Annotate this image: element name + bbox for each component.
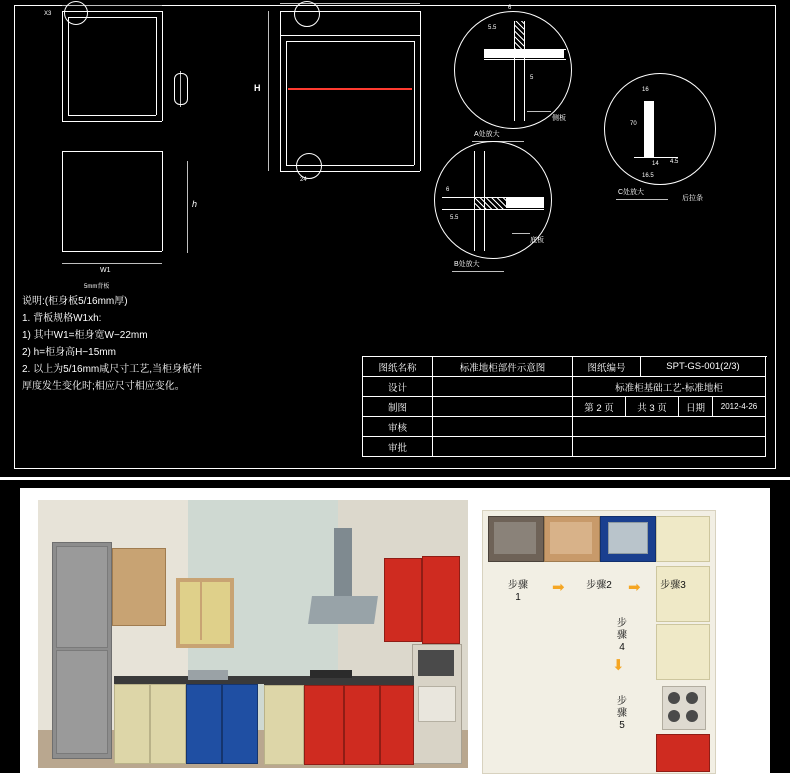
tb-label-name: 图纸名称 — [363, 357, 433, 377]
tb-approve-blank — [433, 437, 573, 457]
plan-step-3-label: 步骤3 — [660, 580, 686, 591]
detail-c-dim-16: 16 — [642, 87, 649, 93]
note-line-5: 厚度发生变化时;相应尺寸相应变化。 — [22, 381, 185, 392]
left-view-left-edge — [62, 11, 63, 121]
detail-marker-left — [64, 1, 88, 25]
title-block-row-1 — [363, 357, 767, 377]
detail-b-caption: B处放大 — [454, 261, 480, 268]
plan-step-5-c: 5 — [619, 720, 625, 731]
label-24: 24 — [300, 177, 307, 183]
tb-page-total: 共 3 页 — [626, 397, 679, 417]
window-mullion — [200, 578, 202, 640]
tb-value-date: 2012-4-26 — [713, 397, 766, 417]
detail-c-dim-45: 4.5 — [670, 159, 679, 165]
tb-label-number: 图纸编号 — [573, 357, 641, 377]
detail-b-plate — [506, 198, 544, 208]
title-block-row-4 — [363, 417, 767, 437]
mid-right-edge — [420, 11, 421, 171]
detail-marker-a — [294, 1, 320, 27]
base-cab-red-2 — [344, 685, 380, 765]
mid-red-rail — [288, 88, 412, 90]
detail-a-dim-55: 5.5 — [488, 25, 497, 31]
detail-a-caption: A处放大 — [474, 131, 500, 138]
detail-a-plate — [484, 50, 564, 58]
title-block-row-5 — [363, 437, 767, 457]
tb-value-name: 标准地柜部件示意图 — [433, 357, 573, 377]
dim-ellipse — [174, 73, 188, 105]
left-view-inner-bottom — [68, 115, 156, 116]
plan-sink — [608, 522, 648, 554]
plan-zone-counter — [656, 516, 710, 562]
cooktop — [310, 670, 352, 678]
left-lower-right — [162, 151, 163, 251]
mid-inner-left — [286, 41, 287, 165]
left-view-inner-left — [68, 17, 69, 115]
leader-bottom-panel — [512, 233, 530, 234]
detail-c-underline — [616, 199, 668, 200]
plan-right-1 — [656, 566, 710, 622]
plan-step-4-a: 步 — [617, 618, 627, 629]
note-line-2: 1) 其中W1=柜身宽W−22mm — [22, 330, 148, 341]
detail-a-vert2 — [524, 21, 525, 121]
hood-duct — [334, 528, 352, 598]
tb-check-blank — [433, 417, 573, 437]
base-cab-red-3 — [380, 685, 414, 765]
left-lower-top — [62, 151, 162, 152]
note-line-3: 2) h=柜身高H−15mm — [22, 347, 116, 358]
plan-zone-cook-red — [656, 734, 710, 772]
detail-c-base — [634, 157, 678, 158]
detail-c-dim-70: 70 — [630, 121, 637, 127]
tb-value-design: 标准柜基础工艺-标准地柜 — [573, 377, 766, 397]
detail-c-dim-14: 14 — [652, 161, 659, 167]
tb-page-current: 第 2 页 — [573, 397, 626, 417]
tall-cabinet-door-lower — [56, 650, 108, 754]
detail-a-dim-5: 5 — [530, 75, 534, 81]
detail-b-line2 — [442, 209, 544, 210]
kitchen-3d-render — [38, 500, 468, 768]
base-cab-blue-2 — [222, 684, 258, 764]
title-block-row-3 — [363, 397, 767, 417]
drawing-area — [22, 5, 766, 461]
detail-c-bar — [644, 101, 654, 157]
detail-a-hatch — [515, 21, 524, 49]
mid-shelf-1 — [280, 35, 420, 36]
base-cab-blue-1 — [186, 684, 222, 764]
base-cab-yellow-3 — [264, 685, 304, 765]
wall-cabinet-wood — [112, 548, 166, 626]
plan-step-5-a: 步 — [617, 696, 627, 707]
note-line-1: 1. 背板规格W1xh: — [22, 313, 102, 324]
leader-side-panel — [527, 111, 551, 112]
plan-right-2 — [656, 624, 710, 680]
tb-design-blank — [433, 377, 573, 397]
window — [176, 578, 234, 648]
plan-burner-4 — [686, 710, 698, 722]
range-hood — [308, 596, 378, 624]
plan-burner-2 — [686, 692, 698, 704]
note-line-4: 2. 以上为5/16mm咸尺寸工艺,当柜身板件 — [22, 364, 203, 375]
label-H: H — [254, 83, 261, 93]
left-lower-bottom — [62, 251, 162, 252]
plan-burner-3 — [668, 710, 680, 722]
plan-cooktop — [662, 686, 706, 730]
detail-a-circle — [454, 11, 572, 129]
plan-burner-1 — [668, 692, 680, 704]
detail-c-caption: C处放大 — [618, 189, 645, 196]
plan-step-5-b: 骤 — [617, 708, 627, 719]
label-bottom-panel: 底板 — [530, 237, 544, 244]
base-cab-yellow-1 — [114, 684, 150, 764]
tall-cabinet-door-upper — [56, 546, 108, 648]
left-view-bottom-edge — [62, 121, 162, 122]
tb-label-date: 日期 — [679, 397, 713, 417]
plan-arrow-1-icon: ➡ — [552, 579, 565, 596]
left-lower-left — [62, 151, 63, 251]
plan-step-1-num: 1 — [515, 592, 521, 603]
oven-door — [418, 686, 456, 722]
detail-b-underline — [452, 271, 504, 272]
detail-b-dim-55: 5.5 — [450, 215, 459, 221]
base-cab-red-1 — [304, 685, 344, 765]
plan-step-1-text: 步骤 — [508, 580, 528, 591]
label-back-rail: 后拉条 — [682, 195, 703, 202]
tb-check-blank2 — [573, 417, 766, 437]
tb-value-number: SPT-GS-001(2/3) — [641, 357, 766, 377]
label-h-lower: h — [192, 199, 198, 209]
wall-cabinet-red-2 — [422, 556, 460, 644]
tb-label-check: 审核 — [363, 417, 433, 437]
detail-b-hatch — [474, 197, 506, 209]
plan-arrow-2-icon: ➡ — [628, 579, 641, 596]
wall-cabinet-red-1 — [384, 558, 422, 642]
plan-step-1-label — [490, 580, 546, 604]
detail-b-dim-6: 6 — [446, 187, 450, 193]
plan-step-4-b: 骤 — [617, 630, 627, 641]
left-view-right-edge — [162, 11, 163, 121]
mid-inner-right — [414, 41, 415, 165]
tb-approve-blank2 — [573, 437, 766, 457]
tb-label-approve: 审批 — [363, 437, 433, 457]
tb-draw-blank — [433, 397, 573, 417]
tb-label-design: 设计 — [363, 377, 433, 397]
kitchen-white-panel — [20, 488, 770, 773]
tb-label-draw: 制图 — [363, 397, 433, 417]
kitchen-panel-section — [0, 480, 790, 773]
label-x3: X3 — [44, 11, 52, 17]
detail-marker-b — [296, 153, 322, 179]
label-side-panel: 侧板 — [552, 115, 566, 122]
dim-line-w1 — [62, 263, 162, 264]
mid-shelf-2 — [286, 41, 414, 42]
plan-food-inner — [494, 522, 536, 554]
plan-step-4-c: 4 — [619, 642, 625, 653]
notes-block — [22, 293, 202, 395]
title-block-row-2 — [363, 377, 767, 397]
plan-step-2-label: 步骤2 — [586, 580, 612, 591]
detail-c-circle — [604, 73, 716, 185]
plan-item-inner — [550, 522, 592, 554]
left-view-inner-right — [156, 17, 157, 115]
microwave — [418, 650, 454, 676]
detail-a-dim-6: 6 — [508, 5, 512, 11]
sink — [188, 670, 228, 680]
title-block — [362, 356, 767, 457]
dim-line-h-small — [187, 161, 188, 253]
plan-arrow-3-icon: ⬇ — [612, 657, 625, 674]
dim-line-H — [268, 11, 269, 171]
note-line-0: 说明:(柜身板5/16mm厚) — [22, 296, 128, 307]
base-cab-yellow-2 — [150, 684, 186, 764]
label-w1: W1 — [100, 267, 111, 274]
label-backpanel: 5mm背板 — [84, 284, 110, 290]
detail-c-dim-165: 16.5 — [642, 173, 654, 179]
detail-a-line2 — [484, 59, 566, 60]
workflow-plan-diagram — [482, 510, 750, 772]
